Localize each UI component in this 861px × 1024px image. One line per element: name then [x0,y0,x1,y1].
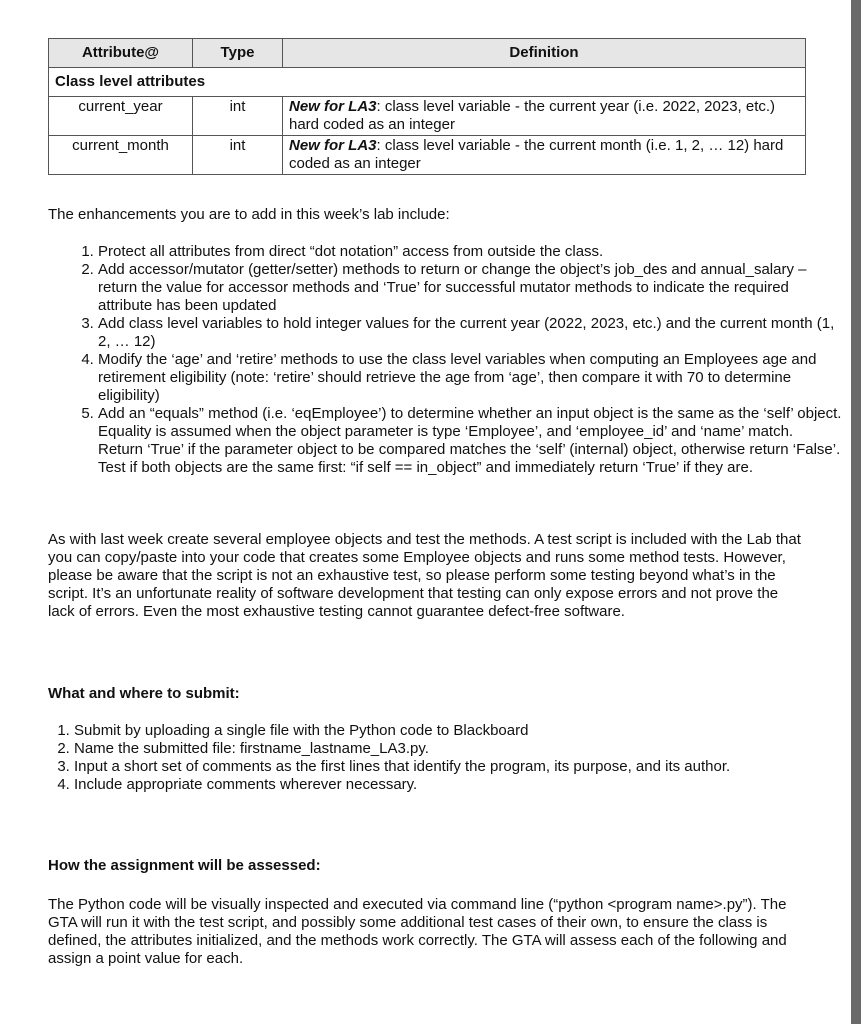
attribute-name: current_year [49,97,193,136]
new-label: New for LA3 [289,137,377,154]
list-item: 1. Submit by uploading a single file with the Python code to Blackboard [74,722,818,740]
header-type: Type [193,39,283,68]
list-item: 4. Modify the ‘age’ and ‘retire’ methods to use the class level variables when computing an Employees age and retirement eligibility (note: ‘retire’ should retrieve the age from ‘age’, then compare it with 70 to determine eligibility) [98,351,842,405]
task-list [48,243,842,477]
attribute-table [48,38,806,175]
attribute-definition [283,136,806,175]
list-item: 2. Add accessor/mutator (getter/setter) methods to return or change the object’s job_des and annual_salary – return the value for accessor methods and ‘True’ for successful mutator methods to indicate the required attribute has been updated [98,261,842,315]
assessment-paragraph: The Python code will be visually inspected and executed via command line (“python <program name>.py”). The GTA will run it with the test script, and possibly some additional test cases of their own, to ensure the class is defined, the attributes initialized, and the methods work correctly. The GTA will assess each of the following and assign a point value for each. [48,896,787,967]
list-item: 3. Add class level variables to hold integer values for the current year (2022, 2023, etc.) and the current month (1, 2, … 12) [98,315,842,351]
table-header-row [49,39,806,68]
new-label: New for LA3 [289,98,377,115]
list-item: 2. Name the submitted file: firstname_lastname_LA3.py. [74,740,818,758]
header-attribute: Attribute@ [49,39,193,68]
section-row [49,68,806,97]
scrollbar[interactable] [851,0,861,1024]
attribute-name: current_month [49,136,193,175]
table-row [49,97,806,136]
assessment-heading: How the assignment will be assessed: [48,857,321,874]
attribute-type: int [193,97,283,136]
list-item: 5. Add an “equals” method (i.e. ‘eqEmployee’) to determine whether an input object is the same as the ‘self’ object. Equality is assumed when the object parameter is type ‘Employee’, and ‘employee_id’ and ‘name’ match. Return ‘True’ if the parameter object to be compared matches the ‘self’ (internal) object, otherwise return ‘False’. Test if both objects are the same first: “if self == in_object” and immediately return ‘True’ if they are. [98,405,842,477]
definition-text: : class level variable - the current month (i.e. 1, 2, … 12) hard coded as an integer [289,137,784,172]
header-definition: Definition [283,39,806,68]
list-item: 4. Include appropriate comments wherever necessary. [74,776,818,794]
list-item: 1. Protect all attributes from direct “dot notation” access from outside the class. [98,243,842,261]
table-row [49,136,806,175]
intro-text: The enhancements you are to add in this week’s lab include: [48,206,450,223]
submit-list [48,722,818,794]
definition-text: : class level variable - the current year (i.e. 2022, 2023, etc.) hard coded as an integer [289,98,776,133]
submit-heading: What and where to submit: [48,685,240,702]
attribute-definition [283,97,806,136]
list-item: 3. Input a short set of comments as the first lines that identify the program, its purpose, and its author. [74,758,818,776]
testing-paragraph: As with last week create several employee objects and test the methods. A test script is included with the Lab that you can copy/paste into your code that creates some Employee objects and runs some method tests. However, please be aware that the script is not an exhaustive test, so please perform some testing beyond what’s in the script. It’s an unfortunate reality of software development that testing can only expose errors and not prove the lack of errors. Even the most exhaustive testing cannot guarantee defect-free software. [48,531,801,620]
attribute-type: int [193,136,283,175]
section-label: Class level attributes [49,68,806,97]
